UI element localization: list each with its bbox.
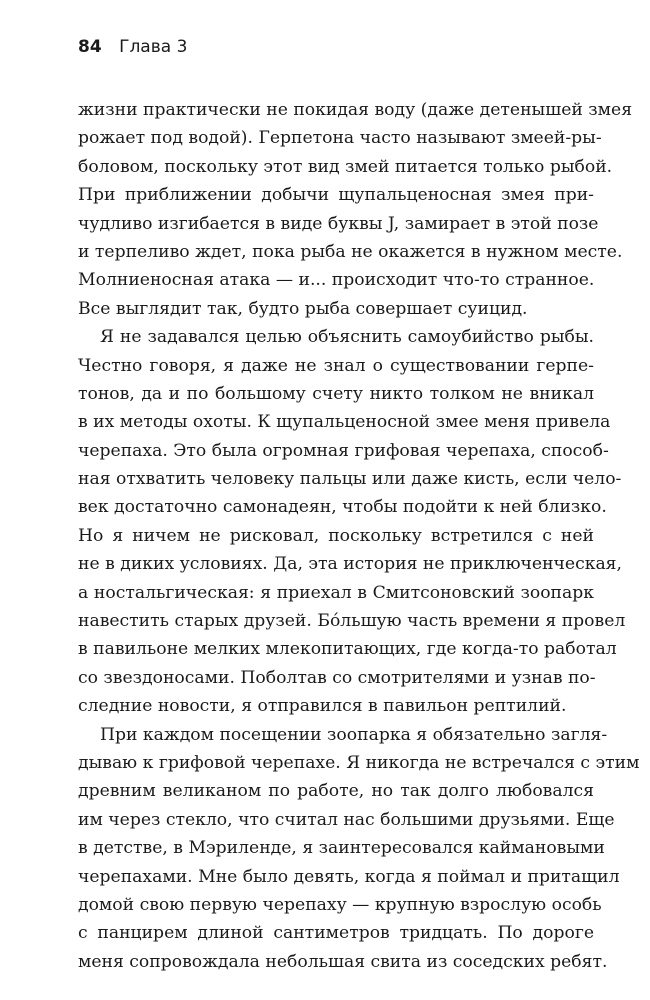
text-line: древним великаном по работе, но так долго любовался — [78, 781, 594, 802]
text-line: Все выглядит так, будто рыба совершает суицид. — [78, 298, 528, 319]
text-line: черепаха. Это была огромная грифовая черепаха, способ- — [78, 440, 609, 461]
text-line: Я не задавался целью объяснить самоубийство рыбы. — [100, 327, 594, 348]
text-line: век достаточно самонадеян, чтобы подойти к ней близко. — [78, 497, 607, 518]
text-line: меня сопровождала небольшая свита из соседских ребят. — [78, 951, 608, 972]
text-line: в их методы охоты. К щупальценосной змее меня привела — [78, 412, 611, 433]
text-line: ная отхватить человеку пальцы или даже кисть, если чело- — [78, 469, 622, 490]
text-line: им через стекло, что считал нас большими друзьями. Еще — [78, 809, 615, 830]
text-line: рожает под водой). Герпетона часто называют змеей-ры- — [78, 128, 602, 149]
text-line: боловом, поскольку этот вид змей питается только рыбой. — [78, 156, 613, 177]
text-line: а ностальгическая: я приехал в Смитсоновский зоопарк — [78, 582, 594, 603]
text-line: следние новости, я отправился в павильон рептилий. — [78, 696, 567, 717]
text-line: черепахами. Мне было девять, когда я поймал и притащил — [78, 866, 620, 887]
text-line: При приближении добычи щупальценосная змея при- — [78, 185, 594, 206]
text-line: жизни практически не покидая воду (даже детенышей змея — [78, 100, 633, 120]
text-line: домой свою первую черепаху — крупную взрослую особь — [78, 894, 602, 915]
text-line: чудливо изгибается в виде буквы J, замирает в этой позе — [78, 213, 599, 234]
text-line: в павильоне мелких млекопитающих, где когда-то работал — [78, 639, 617, 660]
text-line: не в диких условиях. Да, эта история не приключенческая, — [78, 554, 622, 575]
text-line: тонов, да и по большому счету никто толком не вникал — [78, 383, 594, 404]
running-header — [78, 36, 187, 58]
text-line: Молниеносная атака — и... происходит что-то странное. — [78, 270, 595, 291]
page-number: 84 — [78, 37, 102, 57]
text-line: со звездоносами. Поболтав со смотрителями и узнав по- — [78, 667, 596, 688]
text-line: в детстве, в Мэриленде, я заинтересовался каймановыми — [78, 838, 605, 859]
text-line: Честно говоря, я даже не знал о существовании герпе- — [78, 355, 594, 376]
body-text — [78, 96, 640, 976]
text-line: и терпеливо ждет, пока рыба не окажется в нужном месте. — [78, 241, 623, 262]
text-line: навестить старых друзей. Бо́льшую часть времени я провел — [78, 611, 626, 632]
text-line: дываю к грифовой черепахе. Я никогда не встречался с этим — [78, 752, 640, 773]
text-line: При каждом посещении зоопарка я обязательно загля- — [100, 724, 608, 745]
text-line: Но я ничем не рисковал, поскольку встретился с ней — [78, 525, 594, 546]
chapter-title: Глава 3 — [119, 37, 188, 57]
text-line: с панцирем длиной сантиметров тридцать. По дороге — [78, 923, 594, 944]
